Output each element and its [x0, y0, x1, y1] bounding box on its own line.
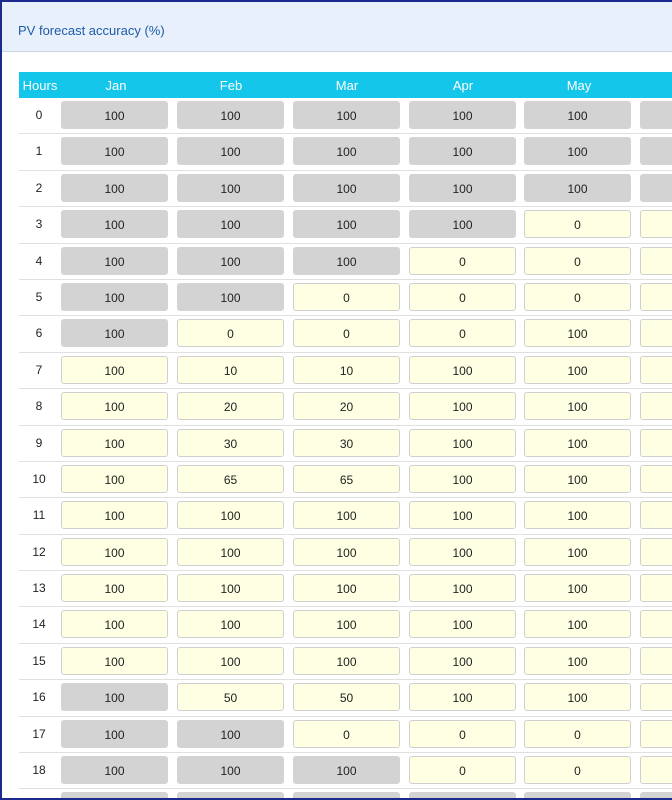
accuracy-input[interactable]: 0 [409, 319, 516, 347]
table-row [19, 98, 672, 134]
accuracy-input[interactable]: 100 [409, 429, 516, 457]
accuracy-input[interactable] [640, 720, 672, 748]
table-row [19, 607, 672, 643]
accuracy-input[interactable]: 100 [177, 501, 284, 529]
hour-label: 16 [32, 690, 46, 705]
accuracy-cell-locked: 100 [177, 174, 284, 202]
accuracy-input[interactable]: 100 [524, 538, 631, 566]
accuracy-input[interactable] [640, 247, 672, 275]
table-row [19, 571, 672, 607]
accuracy-cell-locked [640, 174, 672, 202]
accuracy-input[interactable]: 0 [293, 283, 400, 311]
accuracy-cell-locked: 100 [177, 756, 284, 784]
accuracy-cell-locked [177, 792, 284, 800]
accuracy-cell-locked: 100 [61, 756, 168, 784]
accuracy-input[interactable]: 0 [409, 283, 516, 311]
accuracy-cell-locked: 100 [177, 247, 284, 275]
table-header [19, 72, 672, 98]
hour-label: 6 [35, 326, 43, 341]
accuracy-input[interactable]: 100 [61, 356, 168, 384]
accuracy-cell-locked: 100 [409, 101, 516, 129]
column-header-mar: Mar [335, 78, 359, 93]
hour-label: 5 [35, 289, 43, 304]
table-body [19, 98, 672, 800]
accuracy-cell-locked: 100 [293, 756, 400, 784]
accuracy-input[interactable]: 100 [177, 610, 284, 638]
accuracy-input[interactable]: 50 [177, 683, 284, 711]
accuracy-input[interactable]: 100 [177, 538, 284, 566]
accuracy-input[interactable] [640, 356, 672, 384]
accuracy-input[interactable] [640, 756, 672, 784]
accuracy-cell-locked: 100 [61, 683, 168, 711]
accuracy-cell-locked: 100 [61, 720, 168, 748]
accuracy-input[interactable]: 100 [61, 429, 168, 457]
accuracy-cell-locked: 100 [409, 174, 516, 202]
accuracy-input[interactable]: 100 [409, 538, 516, 566]
accuracy-input[interactable] [640, 210, 672, 238]
accuracy-cell-locked: 100 [61, 319, 168, 347]
accuracy-input[interactable]: 0 [524, 720, 631, 748]
accuracy-input[interactable]: 100 [61, 610, 168, 638]
accuracy-cell-locked [640, 137, 672, 165]
table-row [19, 462, 672, 498]
accuracy-cell-locked: 100 [409, 210, 516, 238]
accuracy-input[interactable]: 100 [61, 538, 168, 566]
table-row [19, 207, 672, 243]
accuracy-input[interactable]: 100 [524, 647, 631, 675]
accuracy-input[interactable]: 100 [409, 392, 516, 420]
accuracy-input[interactable]: 50 [293, 683, 400, 711]
hour-label: 4 [35, 253, 43, 268]
accuracy-input[interactable]: 10 [177, 356, 284, 384]
accuracy-input[interactable] [640, 610, 672, 638]
column-header-hours: Hours [22, 78, 58, 93]
accuracy-input[interactable]: 20 [293, 392, 400, 420]
accuracy-input[interactable]: 100 [293, 647, 400, 675]
accuracy-input[interactable]: 100 [293, 574, 400, 602]
accuracy-input[interactable]: 0 [409, 756, 516, 784]
table-row [19, 426, 672, 462]
hour-label: 12 [32, 544, 46, 559]
hour-label: 10 [32, 471, 46, 486]
table-row [19, 280, 672, 316]
accuracy-input[interactable]: 100 [524, 429, 631, 457]
accuracy-cell-locked: 100 [524, 174, 631, 202]
accuracy-input[interactable]: 0 [177, 319, 284, 347]
accuracy-cell-locked: 100 [61, 283, 168, 311]
accuracy-cell-locked: 100 [524, 137, 631, 165]
table-row [19, 389, 672, 425]
accuracy-cell-locked [293, 792, 400, 800]
table-row [19, 171, 672, 207]
accuracy-cell-locked: 100 [177, 137, 284, 165]
accuracy-cell-locked: 100 [177, 720, 284, 748]
forecast-table [19, 72, 672, 800]
accuracy-cell-locked: 100 [61, 247, 168, 275]
accuracy-input[interactable] [640, 574, 672, 602]
hour-label: 8 [35, 399, 43, 414]
hour-label: 11 [32, 508, 46, 523]
column-header-feb: Feb [219, 78, 243, 93]
accuracy-input[interactable]: 100 [61, 392, 168, 420]
accuracy-input[interactable] [640, 501, 672, 529]
accuracy-input[interactable]: 100 [524, 465, 631, 493]
accuracy-cell-locked: 100 [293, 247, 400, 275]
table-row [19, 789, 672, 800]
accuracy-cell-locked: 100 [177, 210, 284, 238]
accuracy-input[interactable]: 100 [177, 574, 284, 602]
accuracy-cell-locked [640, 101, 672, 129]
accuracy-input[interactable]: 0 [293, 319, 400, 347]
accuracy-input[interactable]: 100 [61, 647, 168, 675]
accuracy-cell-locked: 100 [293, 174, 400, 202]
hour-label: 18 [32, 763, 46, 778]
accuracy-cell-locked: 100 [177, 283, 284, 311]
accuracy-input[interactable]: 30 [293, 429, 400, 457]
accuracy-cell-locked: 100 [293, 210, 400, 238]
accuracy-input[interactable]: 100 [409, 465, 516, 493]
hour-label: 17 [32, 726, 46, 741]
accuracy-input[interactable]: 100 [409, 574, 516, 602]
accuracy-input[interactable]: 100 [409, 647, 516, 675]
accuracy-cell-locked [61, 792, 168, 800]
accuracy-input[interactable]: 100 [524, 392, 631, 420]
accuracy-input[interactable]: 0 [293, 720, 400, 748]
accuracy-input[interactable] [640, 683, 672, 711]
accuracy-input[interactable]: 100 [524, 683, 631, 711]
table-row [19, 644, 672, 680]
title-bar [2, 2, 672, 52]
accuracy-input[interactable]: 100 [524, 501, 631, 529]
hour-label: 1 [35, 144, 43, 159]
accuracy-input[interactable]: 100 [293, 610, 400, 638]
accuracy-cell-locked: 100 [61, 101, 168, 129]
accuracy-input[interactable]: 100 [293, 501, 400, 529]
hour-label: 0 [35, 108, 43, 122]
table-row [19, 353, 672, 389]
column-header-may: May [566, 78, 592, 93]
accuracy-input[interactable]: 100 [61, 465, 168, 493]
accuracy-input[interactable]: 30 [177, 429, 284, 457]
accuracy-input[interactable]: 100 [524, 319, 631, 347]
accuracy-input[interactable]: 65 [177, 465, 284, 493]
accuracy-input[interactable]: 100 [177, 647, 284, 675]
accuracy-input[interactable]: 0 [409, 720, 516, 748]
accuracy-input[interactable]: 100 [293, 538, 400, 566]
table-row [19, 244, 672, 280]
table-row [19, 498, 672, 534]
accuracy-input[interactable]: 100 [524, 356, 631, 384]
accuracy-cell-locked: 100 [409, 137, 516, 165]
accuracy-input[interactable] [640, 392, 672, 420]
accuracy-input[interactable]: 0 [409, 247, 516, 275]
accuracy-input[interactable]: 0 [524, 283, 631, 311]
accuracy-input[interactable]: 100 [409, 610, 516, 638]
accuracy-input[interactable]: 0 [524, 210, 631, 238]
accuracy-cell-locked: 100 [61, 210, 168, 238]
accuracy-input[interactable] [640, 538, 672, 566]
accuracy-input[interactable]: 0 [524, 756, 631, 784]
accuracy-cell-locked [524, 792, 631, 800]
hour-label [19, 789, 59, 800]
accuracy-input[interactable]: 20 [177, 392, 284, 420]
table-row [19, 753, 672, 789]
accuracy-input[interactable]: 10 [293, 356, 400, 384]
column-header-apr: Apr [452, 78, 474, 93]
table-row [19, 316, 672, 352]
accuracy-input[interactable]: 100 [61, 574, 168, 602]
accuracy-cell-locked: 100 [524, 101, 631, 129]
accuracy-input[interactable]: 100 [524, 574, 631, 602]
accuracy-cell-locked [640, 792, 672, 800]
accuracy-input[interactable]: 100 [61, 501, 168, 529]
hour-label: 7 [35, 362, 43, 377]
accuracy-cell-locked: 100 [293, 101, 400, 129]
accuracy-input[interactable]: 100 [409, 356, 516, 384]
accuracy-input[interactable]: 65 [293, 465, 400, 493]
table-row [19, 717, 672, 753]
hour-label: 15 [32, 653, 46, 668]
column-header-jan: Jan [105, 78, 127, 93]
hour-label: 14 [32, 617, 46, 632]
accuracy-input[interactable] [640, 283, 672, 311]
table-row [19, 535, 672, 571]
accuracy-cell-locked: 100 [293, 137, 400, 165]
accuracy-input[interactable]: 100 [409, 683, 516, 711]
accuracy-input[interactable]: 100 [409, 501, 516, 529]
hour-label: 13 [32, 581, 46, 596]
page-title: PV forecast accuracy (%) [18, 23, 165, 38]
accuracy-cell-locked: 100 [61, 137, 168, 165]
accuracy-input[interactable] [640, 647, 672, 675]
accuracy-cell-locked: 100 [61, 174, 168, 202]
accuracy-cell-locked: 100 [177, 101, 284, 129]
hour-label: 2 [35, 180, 43, 195]
accuracy-cell-locked [409, 792, 516, 800]
table-row [19, 134, 672, 170]
hour-label: 3 [35, 217, 43, 232]
accuracy-input[interactable] [640, 319, 672, 347]
accuracy-input[interactable]: 100 [524, 610, 631, 638]
table-row [19, 680, 672, 716]
accuracy-input[interactable]: 0 [524, 247, 631, 275]
accuracy-input[interactable] [640, 429, 672, 457]
hour-label: 9 [35, 435, 43, 450]
accuracy-input[interactable] [640, 465, 672, 493]
